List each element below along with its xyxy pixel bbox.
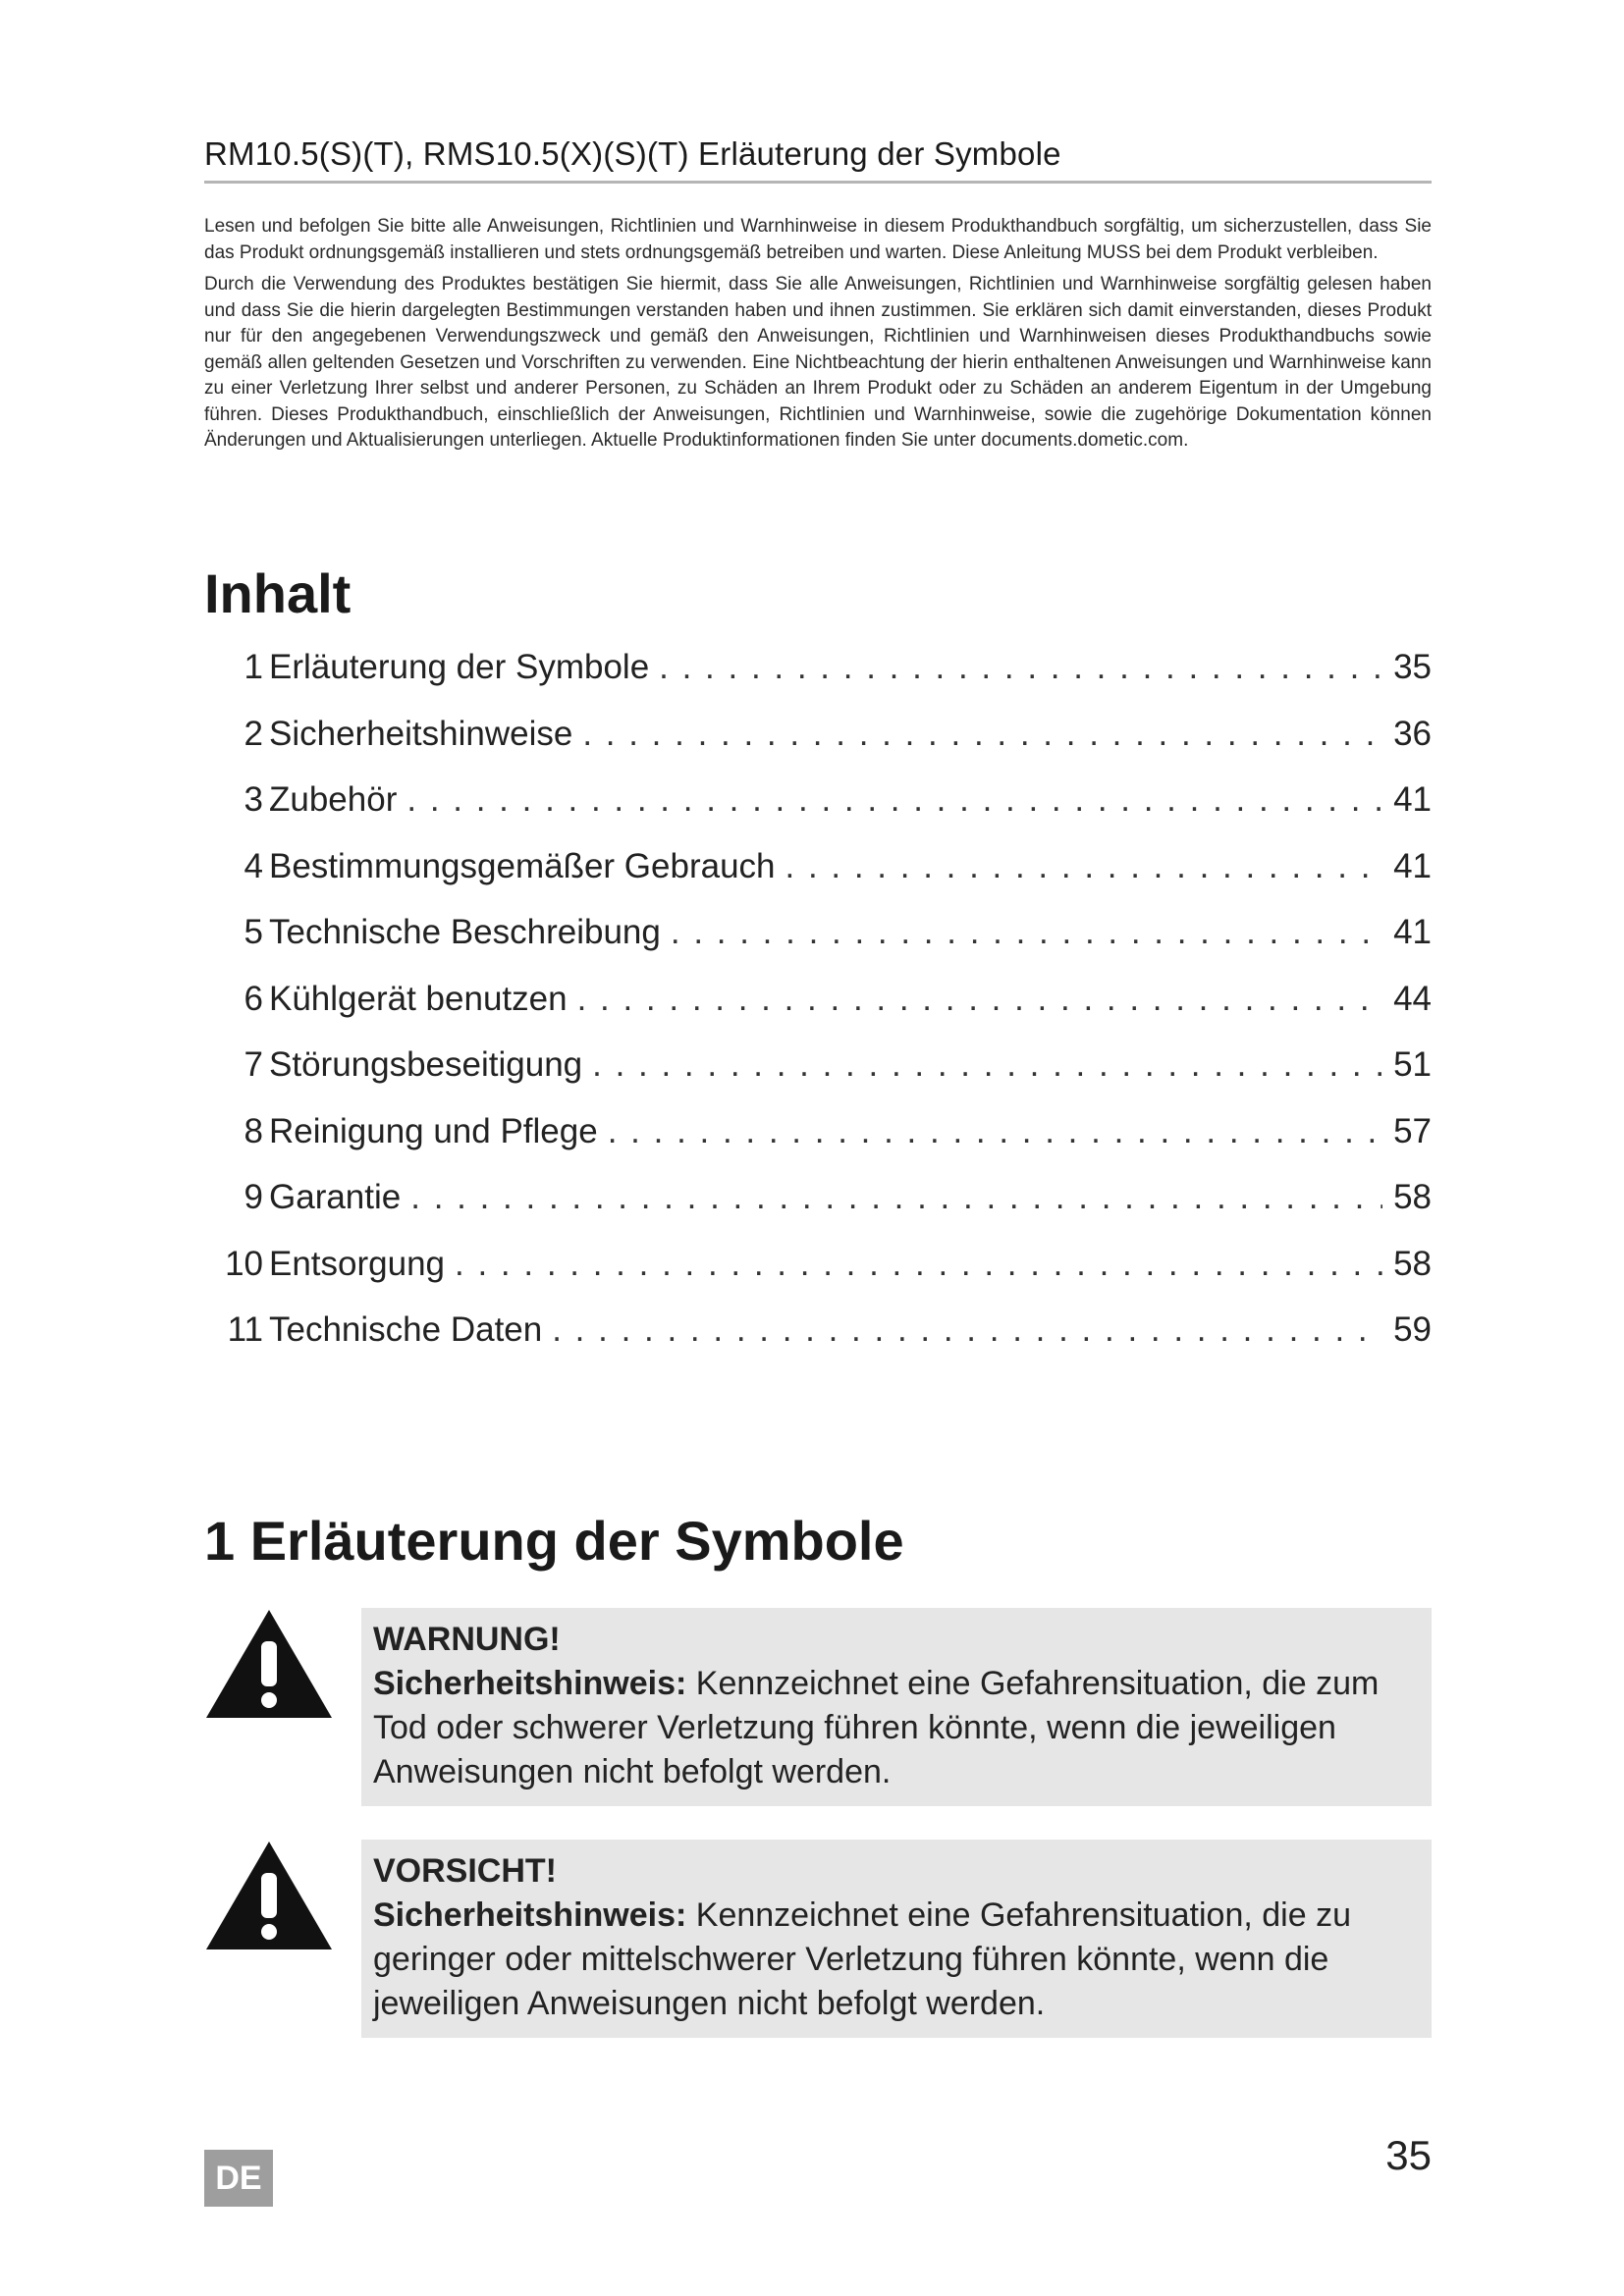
toc-entry-number: 2 bbox=[244, 714, 263, 753]
toc-leader-dots bbox=[410, 1178, 1382, 1217]
intro-text bbox=[204, 214, 1432, 460]
toc-entry-page: 35 bbox=[1393, 648, 1432, 686]
toc-leader-dots bbox=[671, 913, 1382, 952]
toc-leader-dots bbox=[455, 1245, 1382, 1284]
toc-entry-label: Störungsbeseitigung bbox=[269, 1045, 583, 1084]
toc-leader-dots bbox=[592, 1045, 1382, 1085]
warning-lead: Sicherheitshinweis: bbox=[373, 1665, 696, 1702]
header-title: RM10.5(S)(T), RMS10.5(X)(S)(T) Erläuterung der Symbole bbox=[204, 135, 1061, 172]
warning-triangle-icon bbox=[204, 1840, 334, 1951]
toc-entry-label: Kühlgerät benutzen bbox=[269, 979, 568, 1018]
toc-leader-dots bbox=[406, 780, 1382, 820]
toc-entry-page: 41 bbox=[1393, 780, 1432, 819]
toc-entry-page: 58 bbox=[1393, 1178, 1432, 1216]
toc-entry-number: 7 bbox=[244, 1045, 263, 1084]
running-header bbox=[204, 135, 1432, 184]
toc-entry-number: 6 bbox=[244, 979, 263, 1018]
warning-box bbox=[361, 1608, 1432, 1806]
warning-text: Kennzeichnet eine Gefahrensituation, die zum Tod oder schwerer Verletzung führen könnte, wenn die jeweiligen Anweisungen nicht befolgt werden. bbox=[373, 1665, 1380, 1790]
caution-box bbox=[361, 1840, 1432, 2038]
toc-entry-number: 3 bbox=[244, 780, 263, 819]
toc-entry-label: Technische Daten bbox=[269, 1310, 543, 1349]
toc-entry-page: 41 bbox=[1393, 846, 1432, 885]
toc-entry-page: 51 bbox=[1393, 1045, 1432, 1084]
toc-entry-page: 44 bbox=[1393, 979, 1432, 1018]
toc-leader-dots bbox=[552, 1310, 1382, 1350]
toc-entry-number: 8 bbox=[244, 1111, 263, 1150]
toc-title: Inhalt bbox=[204, 562, 352, 624]
toc-entry[interactable] bbox=[218, 780, 1432, 847]
toc-entry[interactable] bbox=[218, 980, 1432, 1046]
toc-entry-number: 11 bbox=[227, 1310, 263, 1349]
toc-entry-page: 57 bbox=[1393, 1111, 1432, 1150]
toc-leader-dots bbox=[608, 1112, 1382, 1151]
toc-leader-dots bbox=[785, 847, 1383, 886]
toc-entry[interactable] bbox=[218, 648, 1432, 715]
toc-entry-label: Zubehör bbox=[269, 780, 398, 819]
toc-leader-dots bbox=[659, 648, 1382, 687]
toc-leader-dots bbox=[582, 715, 1382, 754]
toc-entry[interactable] bbox=[218, 1310, 1432, 1377]
toc-entry-number: 9 bbox=[244, 1178, 263, 1216]
table-of-contents bbox=[218, 648, 1432, 1377]
caution-lead: Sicherheitshinweis: bbox=[373, 1896, 696, 1934]
toc-entry-number: 5 bbox=[244, 913, 263, 951]
toc-entry-label: Bestimmungsgemäßer Gebrauch bbox=[269, 846, 776, 885]
toc-leader-dots bbox=[577, 980, 1382, 1019]
toc-entry[interactable] bbox=[218, 1178, 1432, 1245]
toc-entry-page: 41 bbox=[1393, 913, 1432, 951]
toc-entry[interactable] bbox=[218, 847, 1432, 914]
warning-triangle-icon bbox=[204, 1608, 334, 1720]
toc-entry-label: Sicherheitshinweise bbox=[269, 714, 573, 753]
toc-entry[interactable] bbox=[218, 1045, 1432, 1112]
caution-text: Kennzeichnet eine Gefahrensituation, die zu geringer oder mittelschwerer Verletzung führen könnte, wenn die jeweiligen Anweisungen nicht befolgt werden. bbox=[373, 1896, 1351, 2022]
toc-entry-label: Garantie bbox=[269, 1178, 402, 1216]
toc-entry[interactable] bbox=[218, 715, 1432, 781]
intro-paragraph-1: Lesen und befolgen Sie bitte alle Anweisungen, Richtlinien und Warnhinweise in diesem Produkthandbuch sorgfältig, um sicherzustellen, dass Sie das Produkt ordnungsgemäß installieren und stets ordnungsgemäß betreiben und warten. Diese Anleitung MUSS bei dem Produkt verbleiben. bbox=[204, 216, 1432, 263]
toc-entry[interactable] bbox=[218, 913, 1432, 980]
toc-entry-page: 59 bbox=[1393, 1310, 1432, 1349]
toc-entry-label: Erläuterung der Symbole bbox=[269, 648, 650, 686]
page-number: 35 bbox=[1385, 2132, 1432, 2178]
toc-entry[interactable] bbox=[218, 1245, 1432, 1311]
section-title: 1 Erläuterung der Symbole bbox=[204, 1510, 904, 1572]
language-badge: DE bbox=[204, 2150, 273, 2207]
toc-entry-page: 36 bbox=[1393, 714, 1432, 753]
toc-entry-number: 10 bbox=[225, 1244, 263, 1283]
toc-entry[interactable] bbox=[218, 1112, 1432, 1179]
intro-paragraph-2: Durch die Verwendung des Produktes bestätigen Sie hiermit, dass Sie alle Anweisungen, Richtlinien und Warnhinweise sorgfältig gelesen haben und dass Sie die hierin dargelegten Bestimmungen verstanden haben und ihnen zustimmen. Sie erklären sich damit einverstanden, dieses Produkt nur für den angegebenen Verwendungszweck und gemäß den Anweisungen, Richtlinien und Warnhinweisen dieses Produkthandbuchs sowie gemäß allen geltenden Gesetzen und Vorschriften zu verwenden. Eine Nichtbeachtung der hierin enthaltenen Anweisungen und Warnhinweise kann zu einer Verletzung Ihrer selbst und anderer Personen, zu Schäden an Ihrem Produkt oder zu Schäden an anderem Eigentum in der Umgebung führen. Dieses Produkthandbuch, einschließlich der Anweisungen, Richtlinien und Warnhinweise, sowie die zugehörige Dokumentation können Änderungen und Aktualisierungen unterliegen. Aktuelle Produktinformationen finden Sie unter documents.dometic.com. bbox=[204, 274, 1432, 451]
toc-entry-label: Entsorgung bbox=[269, 1244, 446, 1283]
toc-entry-number: 1 bbox=[244, 648, 263, 686]
toc-entry-page: 58 bbox=[1393, 1244, 1432, 1283]
toc-entry-label: Technische Beschreibung bbox=[269, 913, 661, 951]
caution-heading: VORSICHT! bbox=[373, 1852, 557, 1890]
warning-heading: WARNUNG! bbox=[373, 1621, 561, 1658]
toc-entry-number: 4 bbox=[244, 846, 263, 885]
toc-entry-label: Reinigung und Pflege bbox=[269, 1111, 598, 1150]
